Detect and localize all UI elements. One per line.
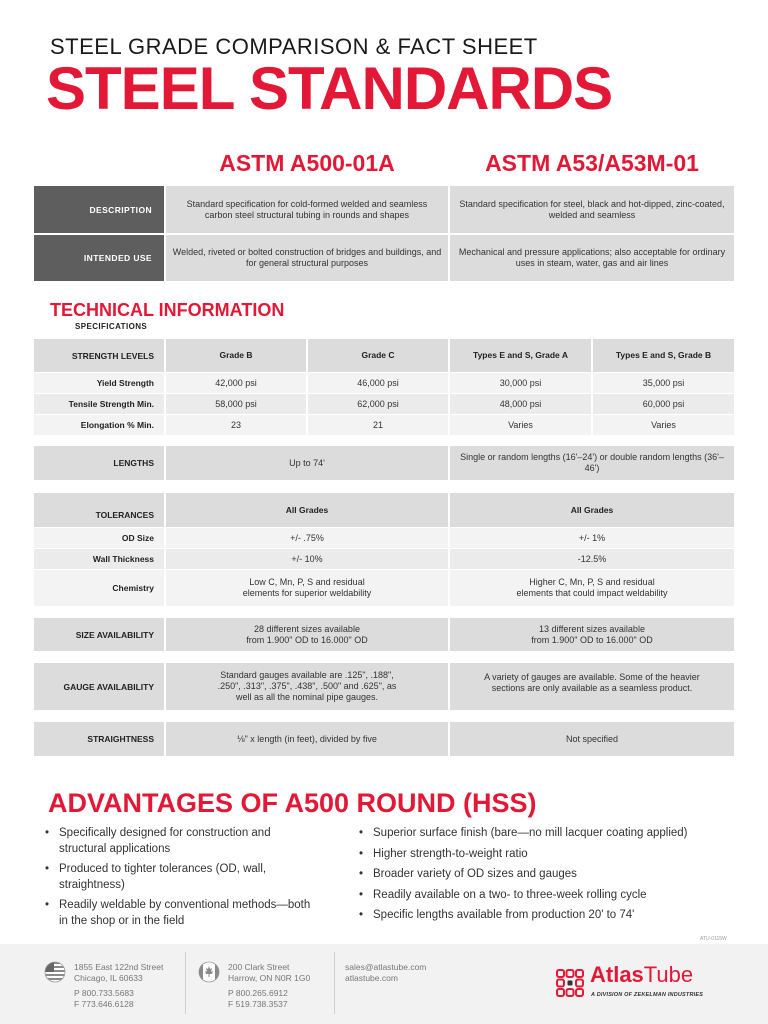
od-size-a53: +/- 1% bbox=[450, 528, 734, 548]
advantages-list-right bbox=[359, 826, 699, 929]
tensile-strength-value: 62,000 psi bbox=[308, 394, 448, 414]
document-code: ATU-0115W bbox=[700, 936, 727, 942]
elongation-value: Varies bbox=[593, 415, 734, 435]
description-a53: Standard specification for steel, black and hot-dipped, zinc-coated, welded and seamless bbox=[450, 186, 734, 233]
supertitle: STEEL GRADE COMPARISON & FACT SHEET bbox=[50, 34, 538, 59]
standard-a500-heading: ASTM A500-01A bbox=[219, 150, 395, 176]
straightness-a500: ⅛" x length (in feet), divided by five bbox=[166, 722, 448, 756]
tolerances-a500-header: All Grades bbox=[166, 493, 448, 527]
email-link[interactable]: sales@atlastube.com bbox=[345, 962, 427, 972]
gauge-availability-a53: A variety of gauges are available. Some of the heavier sections are only available as a seamless product. bbox=[450, 663, 734, 710]
footer-divider bbox=[334, 952, 335, 1014]
description-label: DESCRIPTION bbox=[34, 186, 164, 233]
yield-strength-value: 46,000 psi bbox=[308, 373, 448, 393]
tensile-strength-value: 48,000 psi bbox=[450, 394, 591, 414]
tolerances-a53-header: All Grades bbox=[450, 493, 734, 527]
tensile-strength-value: 58,000 psi bbox=[166, 394, 306, 414]
intended-use-label: INTENDED USE bbox=[34, 235, 164, 281]
elongation-label: Elongation % Min. bbox=[34, 415, 164, 435]
yield-strength-value: 35,000 psi bbox=[593, 373, 734, 393]
intended-use-a53: Mechanical and pressure applications; also acceptable for ordinary uses in steam, water, gas and air lines bbox=[450, 235, 734, 281]
logo-wordmark-light: Tube bbox=[643, 962, 694, 987]
grade-header: Types E and S, Grade B bbox=[593, 339, 734, 372]
lengths-label: LENGTHS bbox=[34, 446, 164, 480]
page-title: STEEL STANDARDS bbox=[46, 55, 613, 122]
grade-header: Grade C bbox=[308, 339, 448, 372]
tensile-strength-label: Tensile Strength Min. bbox=[34, 394, 164, 414]
chemistry-label: Chemistry bbox=[34, 570, 164, 606]
straightness-label: STRAIGHTNESS bbox=[34, 722, 164, 756]
chemistry-a53: Higher C, Mn, P, S and residual elements that could impact weldability bbox=[450, 570, 734, 606]
yield-strength-value: 30,000 psi bbox=[450, 373, 591, 393]
chemistry-a500: Low C, Mn, P, S and residual elements for superior weldability bbox=[166, 570, 448, 606]
list-item: • Higher strength-to-weight ratio bbox=[359, 847, 699, 863]
canada-address-line: Harrow, ON N0R 1G0 bbox=[228, 973, 311, 983]
us-phone: P 800.733.5683 bbox=[74, 988, 134, 998]
grade-header: Grade B bbox=[166, 339, 306, 372]
elongation-value: 23 bbox=[166, 415, 306, 435]
description-a500: Standard specification for cold-formed welded and seamless carbon steel structural tubing in rounds and shapes bbox=[166, 186, 448, 233]
elongation-value: Varies bbox=[450, 415, 591, 435]
canada-address bbox=[228, 962, 310, 1010]
wall-thickness-a53: -12.5% bbox=[450, 549, 734, 569]
strength-levels-label: STRENGTH LEVELS bbox=[34, 339, 164, 372]
us-address-line: Chicago, IL 60633 bbox=[74, 973, 143, 983]
canada-fax: F 519.738.3537 bbox=[228, 999, 288, 1009]
canada-address-line: 200 Clark Street bbox=[228, 962, 290, 972]
yield-strength-value: 42,000 psi bbox=[166, 373, 306, 393]
tensile-strength-value: 60,000 psi bbox=[593, 394, 734, 414]
logo-wordmark bbox=[590, 962, 693, 988]
logo-tagline: A DIVISION OF ZEKELMAN INDUSTRIES bbox=[591, 992, 704, 998]
footer-divider bbox=[185, 952, 186, 1014]
grade-header: Types E and S, Grade A bbox=[450, 339, 591, 372]
us-fax: F 773.646.6128 bbox=[74, 999, 134, 1009]
list-item: • Readily available on a two- to three-week rolling cycle bbox=[359, 888, 699, 904]
tolerances-label: TOLERANCES bbox=[34, 493, 164, 527]
yield-strength-label: Yield Strength bbox=[34, 373, 164, 393]
size-availability-label: SIZE AVAILABILITY bbox=[34, 618, 164, 651]
list-item: • Superior surface finish (bare—no mill lacquer coating applied) bbox=[359, 826, 699, 842]
standard-a53-heading: ASTM A53/A53M-01 bbox=[485, 150, 699, 176]
list-item: • Specific lengths available from production 20' to 74' bbox=[359, 908, 699, 924]
size-availability-a53: 13 different sizes available from 1.900" OD to 16.000" OD bbox=[450, 618, 734, 651]
specifications-subheading: SPECIFICATIONS bbox=[75, 322, 148, 331]
advantages-list-left bbox=[45, 826, 315, 934]
list-item: • Produced to tighter tolerances (OD, wall, straightness) bbox=[45, 862, 315, 893]
wall-thickness-label: Wall Thickness bbox=[34, 549, 164, 569]
size-availability-a500: 28 different sizes available from 1.900" OD to 16.000" OD bbox=[166, 618, 448, 651]
list-item: • Broader variety of OD sizes and gauges bbox=[359, 867, 699, 883]
straightness-a53: Not specified bbox=[450, 722, 734, 756]
logo-wordmark-bold: Atlas bbox=[590, 962, 644, 987]
intended-use-a500: Welded, riveted or bolted construction of bridges and buildings, and for general structural purposes bbox=[166, 235, 448, 281]
gauge-availability-a500: Standard gauges available are .125", .188", .250", .313", .375", .438", .500" and .625", as well as all the nominal pipe gauges. bbox=[166, 663, 448, 710]
us-address bbox=[74, 962, 163, 1010]
wall-thickness-a500: +/- 10% bbox=[166, 549, 448, 569]
canada-phone: P 800.265.6912 bbox=[228, 988, 288, 998]
contact-info bbox=[345, 962, 426, 984]
website-link[interactable]: atlastube.com bbox=[345, 973, 398, 983]
elongation-value: 21 bbox=[308, 415, 448, 435]
od-size-label: OD Size bbox=[34, 528, 164, 548]
lengths-a53: Single or random lengths (16'–24') or double random lengths (36'–46') bbox=[450, 446, 734, 480]
od-size-a500: +/- .75% bbox=[166, 528, 448, 548]
gauge-availability-label: GAUGE AVAILABILITY bbox=[34, 663, 164, 710]
lengths-a500: Up to 74' bbox=[166, 446, 448, 480]
atlas-tube-logo-icon bbox=[556, 969, 584, 1002]
us-address-line: 1855 East 122nd Street bbox=[74, 962, 164, 972]
list-item: • Readily weldable by conventional methods—both in the shop or in the field bbox=[45, 898, 315, 929]
technical-heading: TECHNICAL INFORMATION bbox=[50, 300, 285, 320]
advantages-heading: ADVANTAGES OF A500 ROUND (HSS) bbox=[48, 788, 537, 818]
us-flag-icon bbox=[44, 961, 66, 988]
canada-flag-icon bbox=[198, 961, 220, 988]
list-item: • Specifically designed for construction and structural applications bbox=[45, 826, 315, 857]
